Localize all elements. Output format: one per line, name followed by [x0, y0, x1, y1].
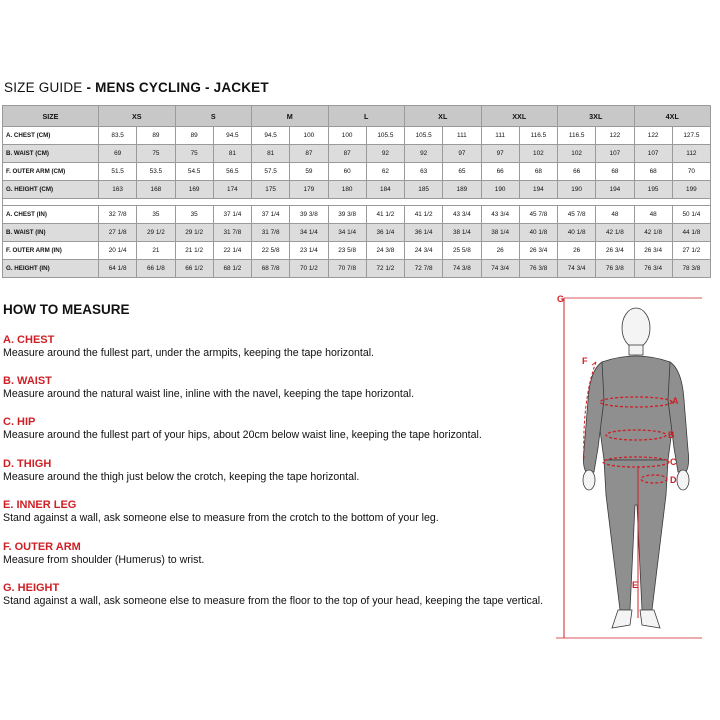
table-cell: 42 1/8 [634, 224, 672, 242]
table-cell: 190 [558, 181, 596, 199]
table-cell: 107 [634, 145, 672, 163]
table-cell: 35 [175, 206, 213, 224]
table-cell: 102 [558, 145, 596, 163]
size-col-3xl: 3XL [558, 106, 635, 127]
table-cell: 62 [366, 163, 404, 181]
table-cell: 78 3/8 [672, 260, 710, 278]
table-cell: 94.5 [213, 127, 251, 145]
table-cell: 76 3/4 [634, 260, 672, 278]
measure-title: A. CHEST [3, 334, 55, 346]
table-cell: 60 [328, 163, 366, 181]
size-col-4xl: 4XL [634, 106, 711, 127]
table-cell: 43 3/4 [443, 206, 481, 224]
table-cell: 39 3/8 [328, 206, 366, 224]
table-cell: 105.5 [405, 127, 443, 145]
table-cell: 44 1/8 [672, 224, 710, 242]
table-cell: 34 1/4 [328, 224, 366, 242]
measure-title: D. THIGH [3, 458, 52, 470]
table-cell: 40 1/8 [558, 224, 596, 242]
table-cell: 112 [672, 145, 710, 163]
table-cell: 66 1/8 [137, 260, 175, 278]
table-cell: 194 [596, 181, 634, 199]
size-col-xxl: XXL [481, 106, 558, 127]
table-cell: 45 7/8 [558, 206, 596, 224]
table-row [3, 260, 711, 278]
measure-title: F. OUTER ARM [3, 541, 81, 553]
table-cell: 81 [213, 145, 251, 163]
table-cell: 87 [328, 145, 366, 163]
table-cell: 89 [175, 127, 213, 145]
table-cell: 32 7/8 [99, 206, 137, 224]
table-cell: 50 1/4 [672, 206, 710, 224]
table-row [3, 206, 711, 224]
table-cell: 26 [481, 242, 519, 260]
table-cell: 26 3/4 [634, 242, 672, 260]
table-cell: 41 1/2 [405, 206, 443, 224]
table-cell: 194 [519, 181, 557, 199]
size-col-xs: XS [99, 106, 176, 127]
measure-item [3, 334, 563, 360]
table-cell: 54.5 [175, 163, 213, 181]
size-col-xl: XL [405, 106, 482, 127]
table-cell: 68 1/2 [213, 260, 251, 278]
table-cell: 65 [443, 163, 481, 181]
table-cell: 89 [137, 127, 175, 145]
table-cell: 24 3/8 [366, 242, 404, 260]
table-cell: 29 1/2 [175, 224, 213, 242]
table-cell: 163 [99, 181, 137, 199]
table-cell: 23 1/4 [290, 242, 328, 260]
label-e: E [632, 580, 639, 590]
table-cell: 199 [672, 181, 710, 199]
row-label: G. HEIGHT (CM) [3, 181, 99, 199]
table-cell: 184 [366, 181, 404, 199]
table-cell: 100 [328, 127, 366, 145]
table-cell: 45 7/8 [519, 206, 557, 224]
table-row [3, 127, 711, 145]
table-cell: 70 [672, 163, 710, 181]
table-cell: 174 [213, 181, 251, 199]
row-label: F. OUTER ARM (IN) [3, 242, 99, 260]
measure-item [3, 499, 563, 525]
measure-description: Measure around the fullest part of your hips, about 20cm below waist line, keeping the tape horizontal. [3, 429, 482, 441]
label-f: F [582, 356, 588, 366]
table-cell: 38 1/4 [481, 224, 519, 242]
table-cell: 92 [366, 145, 404, 163]
table-cell: 116.5 [558, 127, 596, 145]
table-cell: 37 1/4 [252, 206, 290, 224]
table-cell: 26 3/4 [519, 242, 557, 260]
table-cell: 39 3/8 [290, 206, 328, 224]
table-cell: 185 [405, 181, 443, 199]
how-to-measure-heading: HOW TO MEASURE [3, 302, 130, 317]
size-table [2, 105, 711, 278]
table-row [3, 242, 711, 260]
table-cell: 111 [481, 127, 519, 145]
table-cell: 66 [558, 163, 596, 181]
title-prefix: SIZE GUIDE [4, 80, 87, 95]
table-cell: 189 [443, 181, 481, 199]
row-label: A. CHEST (CM) [3, 127, 99, 145]
table-cell: 31 7/8 [252, 224, 290, 242]
measure-title: E. INNER LEG [3, 499, 77, 511]
table-cell: 27 1/8 [99, 224, 137, 242]
table-cell: 169 [175, 181, 213, 199]
table-cell: 122 [634, 127, 672, 145]
table-cell: 31 7/8 [213, 224, 251, 242]
table-cell: 66 1/2 [175, 260, 213, 278]
label-d: D [670, 475, 677, 485]
table-cell: 68 [596, 163, 634, 181]
measure-item [3, 416, 563, 442]
row-label: A. CHEST (IN) [3, 206, 99, 224]
table-cell: 195 [634, 181, 672, 199]
table-cell: 74 3/8 [443, 260, 481, 278]
title-bold: - MENS CYCLING - JACKET [86, 80, 269, 95]
table-cell: 22 1/4 [213, 242, 251, 260]
table-cell: 74 3/4 [558, 260, 596, 278]
table-spacer-row [3, 199, 711, 206]
table-cell: 24 3/4 [405, 242, 443, 260]
label-g: G [557, 294, 565, 304]
table-cell: 75 [137, 145, 175, 163]
table-row [3, 145, 711, 163]
table-cell: 25 5/8 [443, 242, 481, 260]
table-cell: 27 1/2 [672, 242, 710, 260]
label-b: B [668, 430, 675, 440]
table-cell: 29 1/2 [137, 224, 175, 242]
table-cell: 63 [405, 163, 443, 181]
table-cell: 23 5/8 [328, 242, 366, 260]
label-a: A [672, 396, 679, 406]
table-cell: 41 1/2 [366, 206, 404, 224]
table-cell: 97 [481, 145, 519, 163]
table-cell: 68 [519, 163, 557, 181]
table-cell: 87 [290, 145, 328, 163]
measure-item [3, 458, 563, 484]
table-cell: 70 7/8 [328, 260, 366, 278]
table-cell: 26 [558, 242, 596, 260]
table-spacer [3, 199, 711, 206]
measure-description: Stand against a wall, ask someone else to measure from the crotch to the bottom of your leg. [3, 512, 439, 524]
table-cell: 127.5 [672, 127, 710, 145]
table-cell: 37 1/4 [213, 206, 251, 224]
table-cell: 72 1/2 [366, 260, 404, 278]
measure-description: Stand against a wall, ask someone else to measure from the floor to the top of your head, keeping the tape vertical. [3, 595, 544, 607]
table-cell: 179 [290, 181, 328, 199]
table-cell: 94.5 [252, 127, 290, 145]
measure-title: B. WAIST [3, 375, 52, 387]
table-cell: 43 3/4 [481, 206, 519, 224]
table-row [3, 224, 711, 242]
table-cell: 21 1/2 [175, 242, 213, 260]
measure-description: Measure from shoulder (Humerus) to wrist. [3, 554, 205, 566]
row-label: B. WAIST (IN) [3, 224, 99, 242]
table-cell: 83.5 [99, 127, 137, 145]
body-measurement-figure [552, 290, 712, 640]
table-cell: 59 [290, 163, 328, 181]
table-cell: 102 [519, 145, 557, 163]
table-cell: 116.5 [519, 127, 557, 145]
table-cell: 22 5/8 [252, 242, 290, 260]
measure-description: Measure around the thigh just below the crotch, keeping the tape horizontal. [3, 471, 360, 483]
table-cell: 175 [252, 181, 290, 199]
table-cell: 100 [290, 127, 328, 145]
table-cell: 34 1/4 [290, 224, 328, 242]
table-cell: 57.5 [252, 163, 290, 181]
table-cell: 21 [137, 242, 175, 260]
size-col-s: S [175, 106, 252, 127]
table-cell: 111 [443, 127, 481, 145]
table-cell: 26 3/4 [596, 242, 634, 260]
table-cell: 48 [634, 206, 672, 224]
table-cell: 69 [99, 145, 137, 163]
table-cell: 40 1/8 [519, 224, 557, 242]
table-row [3, 181, 711, 199]
label-c: C [670, 457, 677, 467]
table-cell: 36 1/4 [405, 224, 443, 242]
table-cell: 36 1/4 [366, 224, 404, 242]
table-cell: 20 1/4 [99, 242, 137, 260]
table-cell: 35 [137, 206, 175, 224]
table-cell: 168 [137, 181, 175, 199]
table-cell: 72 7/8 [405, 260, 443, 278]
table-cell: 53.5 [137, 163, 175, 181]
measure-item [3, 582, 563, 608]
table-cell: 66 [481, 163, 519, 181]
table-cell: 42 1/8 [596, 224, 634, 242]
table-cell: 76 3/8 [596, 260, 634, 278]
table-cell: 76 3/8 [519, 260, 557, 278]
row-label: F. OUTER ARM (CM) [3, 163, 99, 181]
table-cell: 56.5 [213, 163, 251, 181]
size-col-m: M [252, 106, 329, 127]
table-cell: 38 1/4 [443, 224, 481, 242]
measure-title: G. HEIGHT [3, 582, 60, 594]
measure-item [3, 375, 563, 401]
measure-description: Measure around the natural waist line, inline with the navel, keeping the tape horizontal. [3, 388, 415, 400]
table-row [3, 163, 711, 181]
table-cell: 64 1/8 [99, 260, 137, 278]
page-title [4, 80, 269, 95]
table-cell: 97 [443, 145, 481, 163]
table-cell: 70 1/2 [290, 260, 328, 278]
row-label: G. HEIGHT (IN) [3, 260, 99, 278]
measure-item [3, 541, 563, 567]
table-cell: 68 [634, 163, 672, 181]
size-col-l: L [328, 106, 405, 127]
size-header-row [3, 106, 711, 127]
table-cell: 75 [175, 145, 213, 163]
measure-title: C. HIP [3, 416, 36, 428]
measure-description: Measure around the fullest part, under the armpits, keeping the tape horizontal. [3, 347, 375, 359]
table-cell: 92 [405, 145, 443, 163]
table-cell: 180 [328, 181, 366, 199]
table-cell: 81 [252, 145, 290, 163]
table-cell: 48 [596, 206, 634, 224]
table-cell: 190 [481, 181, 519, 199]
table-cell: 105.5 [366, 127, 404, 145]
table-cell: 74 3/4 [481, 260, 519, 278]
table-cell: 51.5 [99, 163, 137, 181]
table-cell: 107 [596, 145, 634, 163]
table-cell: 122 [596, 127, 634, 145]
row-label: B. WAIST (CM) [3, 145, 99, 163]
size-header-label: SIZE [3, 106, 99, 127]
table-cell: 68 7/8 [252, 260, 290, 278]
